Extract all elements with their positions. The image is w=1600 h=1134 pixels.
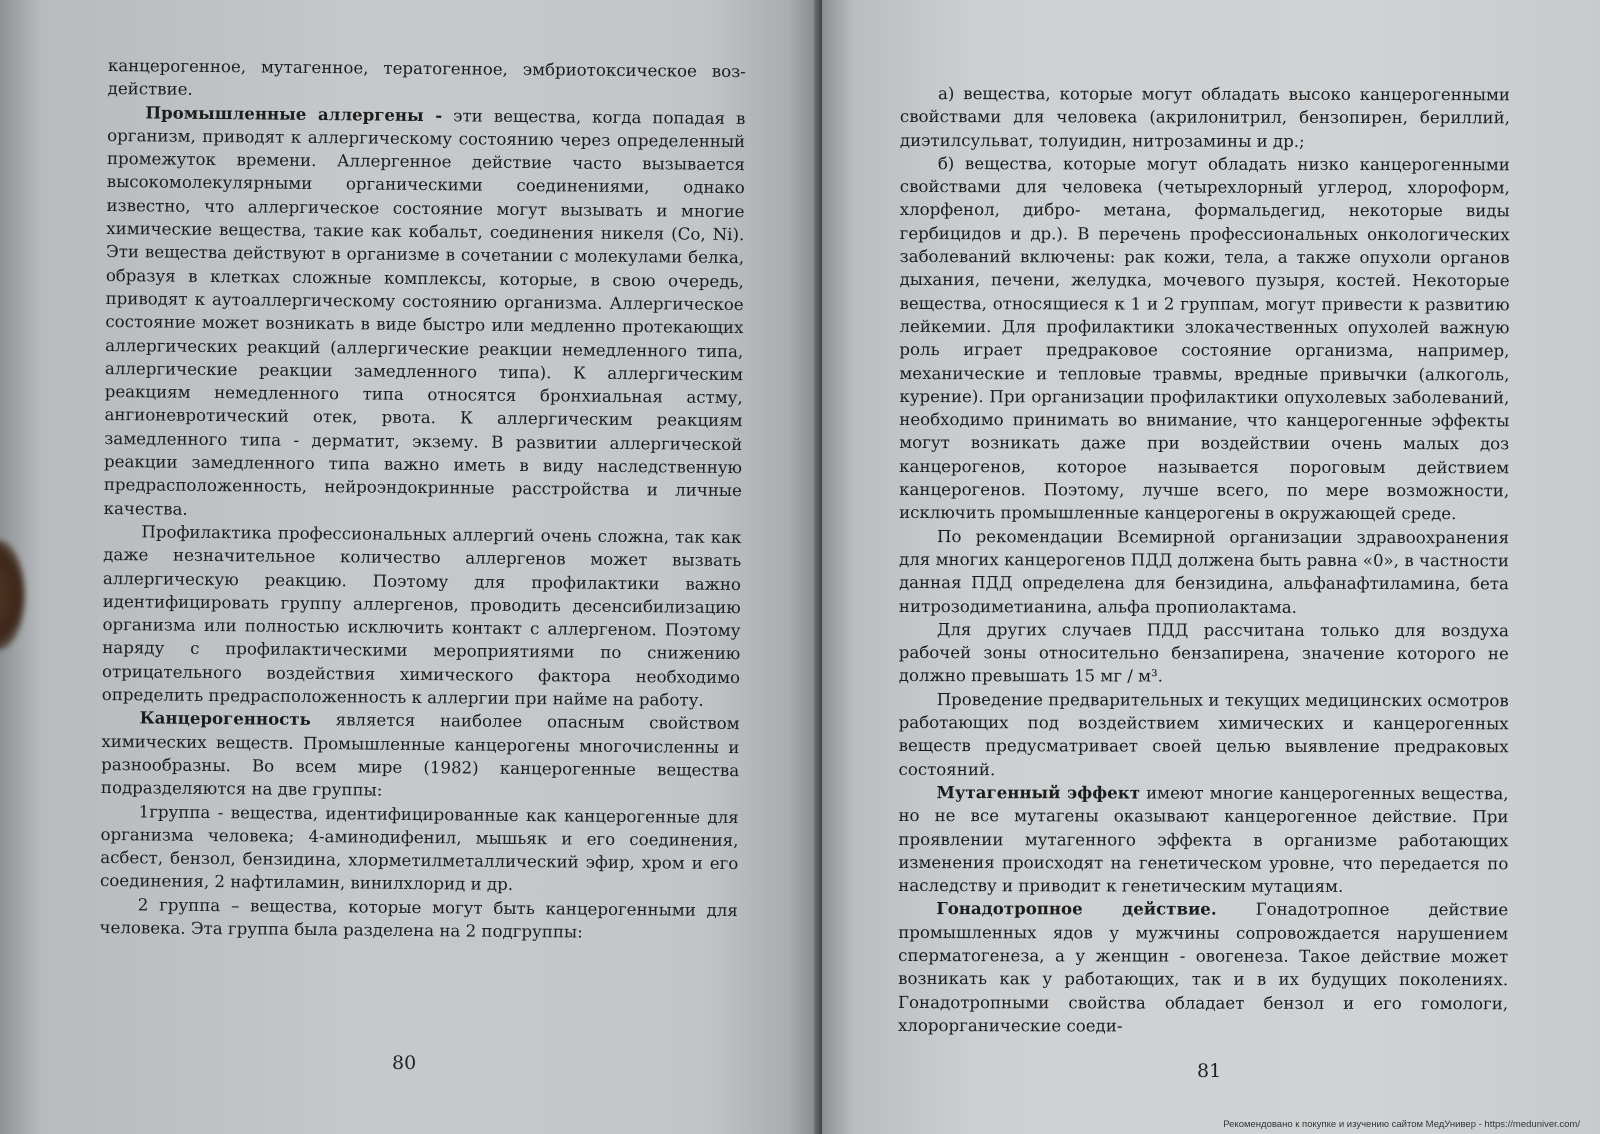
heading-allergens: Промышленные аллергены - [145, 101, 443, 125]
paragraph: Гонадотропное действие. Гонадотропное действие промышленных ядов у мужчины сопровождается нарушением сперматогенеза, а у женщин - овогенеза. Такое действие может возникать как у работающих, так и в их будущих поколениях. Гонадотропными свойства обладает бензол и его гомологи, хлорорганические соеди- [898, 898, 1509, 1036]
page-number-left: 80 [392, 1052, 417, 1074]
right-page [822, 0, 1600, 1134]
paragraph: Проведение предварительных и текущих медицинских осмотров работающих под воздействием химических и канцерогенных веществ предусматривает своей целью выявление предраковых состояний. [898, 689, 1509, 779]
paragraph: 1группа - вещества, идентифицированные как канцерогенные для организма человека; 4-аминодифенил, мышьяк и его соединения, асбест, бензол, бензидина, хлорметилметаллический эфир, хром и его соединения, 2 нафтиламин, винилхлорид и др. [99, 801, 739, 895]
heading-carcinogenicity: Канцерогенность [139, 707, 311, 730]
page-number-right: 81 [1197, 1060, 1222, 1082]
paragraph: Мутагенный эффект имеют многие канцерогенных вещества, но не все мутагены оказывают канцерогенное действие. При проявлении мутагенного эффекта в организме работающих изменения происходят на генетическом уровне, что передается по наследству и приводит к генетическим мутациям. [898, 781, 1509, 897]
paragraph: 2 группа – вещества, которые могут быть канцерогенными для человека. Эта группа была разделена на 2 подгруппы: [99, 895, 738, 942]
paragraph: Для других случаев ПДД рассчитана только для воздуха рабочей зоны относительно бензапирена, значение которого не должно превышать 15 мг / м³. [898, 619, 1509, 686]
paragraph: Канцерогенность является наиболее опасным свойством химических веществ. Промышленные канцерогены многочисленны и разнообразны. Во всем мире (1982) канцерогенные вещества подразделяются на две группы: [100, 707, 740, 800]
thumb-shadow [0, 540, 25, 650]
paragraph: канцерогенное, мутагенное, тератогенное, эмбриотоксическое воз-действие. [107, 55, 746, 100]
heading-gonadotropic: Гонадотропное действие. [936, 898, 1217, 920]
paragraph: Профилактика профессиональных аллергий очень сложна, так как даже незначительное количество аллергенов может вызвать аллергическую реакцию. Поэтому для профилактики важно идентифицировать группу аллергенов, проводить десенсибилизацию организма или полностью исключить контакт с аллергеном. Поэтому наряду с профилактическими мероприятиями по снижению отрицательного воздействия химического фактора необходимо определить предрасположенность к аллергии при найме на работу. [101, 522, 742, 710]
paragraph: а) вещества, которые могут обладать высоко канцерогенными свойствами для человека (акрилонитрил, бензопирен, бериллий, диэтилсульват, толуидин, нитрозамины и др.; [899, 84, 1510, 151]
paragraph: По рекомендации Всемирной организации здравоохранения для многих канцерогенов ПДД должена быть равна «0», в частности данная ПДД определена для бензидина, альфанафтиламина, бета нитрозодиметианина, альфа пропиолактама. [898, 526, 1510, 617]
paragraph: б) вещества, которые могут обладать низко канцерогенными свойствами для человека (четырехлорный углерод, хлороформ, хлорфенол, дибро- метана, формальдегид, некоторые виды гербицидов и др.). В перечень профессиональных онкологических заболеваний включены: рак кожи, тела, а также опухоли органов дыхания, печени, желудка, мочевого пузыря, костей. Некоторые вещества, относящиеся к 1 и 2 группам, могут привести к развитию лейкемии. Для профилактики злокачественных опухолей важную роль играет предраковое состояние организма, например, механические и тепловые травмы, вредные привычки (алкоголь, курение). При организации профилактики опухолевых заболеваний, необходимо принимать во внимание, что канцерогенные эффекты могут возникать даже при воздействии очень малых доз канцерогенов, которое называется пороговым действием канцерогенов. Поэтому, лучше всего, по мере возможности, исключить промышленные канцерогены в окружающей среде. [899, 153, 1510, 524]
heading-mutagenic: Мутагенный эффект [936, 781, 1141, 803]
right-page-text [898, 82, 1510, 1038]
left-page-text [100, 54, 746, 945]
watermark-link[interactable]: Рекомендовано к покупке и изучению сайтом МедУнивер - https://meduniver.com/ [1223, 1119, 1580, 1130]
paragraph: Промышленные аллергены - эти вещества, когда попадая в организм, приводят к аллергическому состоянию через определенный промежуток времени. Аллергенное действие часто вызывается высокомолекулярными органическими соединениями, однако известно, что аллергическое состояние могут вызывать и многие химические вещества, такие как кобальт, соединения никеля (Co, Ni). Эти вещества действуют в организме в сочетании с молекулами белка, образуя в клетках сложные комплексы, которые, в свою очередь, приводят к аутоаллергическому состоянию организма. Аллергическое состояние может возникать в виде быстро или медленно протекающих аллергических реакций (аллергические реакции немедленного типа, аллергические реакции замедленного типа). К аллергическим реакциям немедленного типа относятся бронхиальная астму, ангионевротический отек, рвота. К аллергическим реакциям замедленного типа - дерматит, экзему. В развитии аллергической реакции замедленного типа важно иметь в виду наследственную предрасположенность, нейроэндокринные расстройства и личные качества. [103, 101, 746, 519]
